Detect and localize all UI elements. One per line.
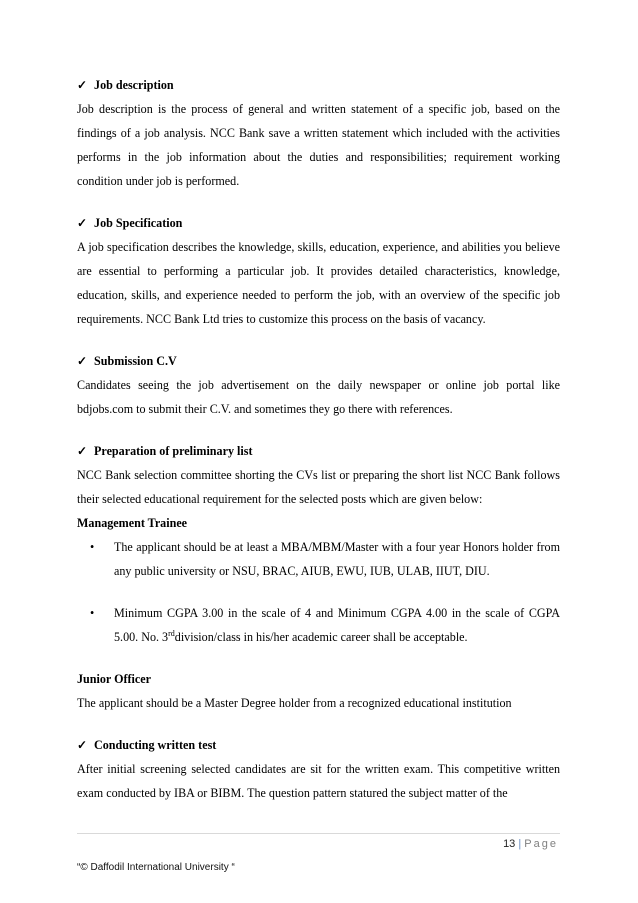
management-trainee-requirements: [77, 535, 560, 649]
list-item: [77, 601, 560, 649]
heading-text: Job description: [94, 78, 174, 92]
submission-cv-body: Candidates seeing the job advertisement on the daily newspaper or online job portal like bdjobs.com to submit their C.V. and sometimes they go there with references.: [77, 378, 560, 416]
section-heading-preliminary-list: [77, 439, 560, 463]
footer-copyright: “© Daffodil International University “: [77, 862, 235, 873]
written-test-body: After initial screening selected candidates are sit for the written exam. This competitive written exam conducted by IBA or BIBM. The question pattern statured the subject matter of the: [77, 762, 560, 800]
footer-divider: [77, 833, 560, 834]
section-heading-job-description: [77, 73, 560, 97]
checkmark-icon: ✓: [77, 216, 88, 230]
page-number: [503, 838, 558, 850]
page-number-value: 13: [503, 838, 516, 850]
checkmark-icon: ✓: [77, 738, 88, 752]
job-description-body: Job description is the process of general and written statement of a specific job, based on the findings of a job analysis. NCC Bank save a written statement which included with the activities performs in the job information about the duties and responsibilities; requirement working condition under job is performed.: [77, 102, 560, 188]
heading-text: Job Specification: [94, 216, 183, 230]
bullet-text-pre: Minimum CGPA 3.00 in the scale of 4 and Minimum CGPA 4.00 in the scale of CGPA 5.00. No. 3: [114, 606, 560, 644]
job-specification-body: A job specification describes the knowledge, skills, education, experience, and abilities you believe are essential to performing a particular job. It provides detailed characteristics, knowledge, education, skills, and experience needed to perform the job, with an overview of the specific job requirements. NCC Bank Ltd tries to customize this process on the basis of vacancy.: [77, 240, 560, 326]
junior-officer-body: The applicant should be a Master Degree holder from a recognized educational institution: [77, 696, 512, 710]
checkmark-icon: ✓: [77, 444, 88, 458]
heading-text: Preparation of preliminary list: [94, 444, 253, 458]
section-heading-submission-cv: [77, 349, 560, 373]
management-trainee-title: Management Trainee: [77, 516, 188, 530]
section-heading-job-specification: [77, 211, 560, 235]
bullet-icon: •: [90, 606, 95, 620]
list-item: [77, 535, 560, 583]
bullet-text-post: division/class in his/her academic career shall be acceptable.: [174, 630, 468, 644]
preliminary-list-body: NCC Bank selection committee shorting the CVs list or preparing the short list NCC Bank follows their selected educational requirement for the selected posts which are given below:: [77, 468, 560, 506]
ordinal-suffix: rd: [168, 628, 175, 638]
heading-text: Submission C.V: [94, 354, 177, 368]
bullet-icon: •: [90, 540, 95, 554]
section-heading-written-test: [77, 733, 560, 757]
page-label: Page: [524, 838, 558, 850]
checkmark-icon: ✓: [77, 78, 88, 92]
heading-text: Conducting written test: [94, 738, 217, 752]
checkmark-icon: ✓: [77, 354, 88, 368]
bullet-text: The applicant should be at least a MBA/MBM/Master with a four year Honors holder from any public university or NSU, BRAC, AIUB, EWU, IUB, ULAB, IIUT, DIU.: [114, 540, 560, 578]
junior-officer-title: Junior Officer: [77, 672, 152, 686]
page-content: [77, 73, 560, 805]
page-number-separator: |: [518, 838, 522, 850]
